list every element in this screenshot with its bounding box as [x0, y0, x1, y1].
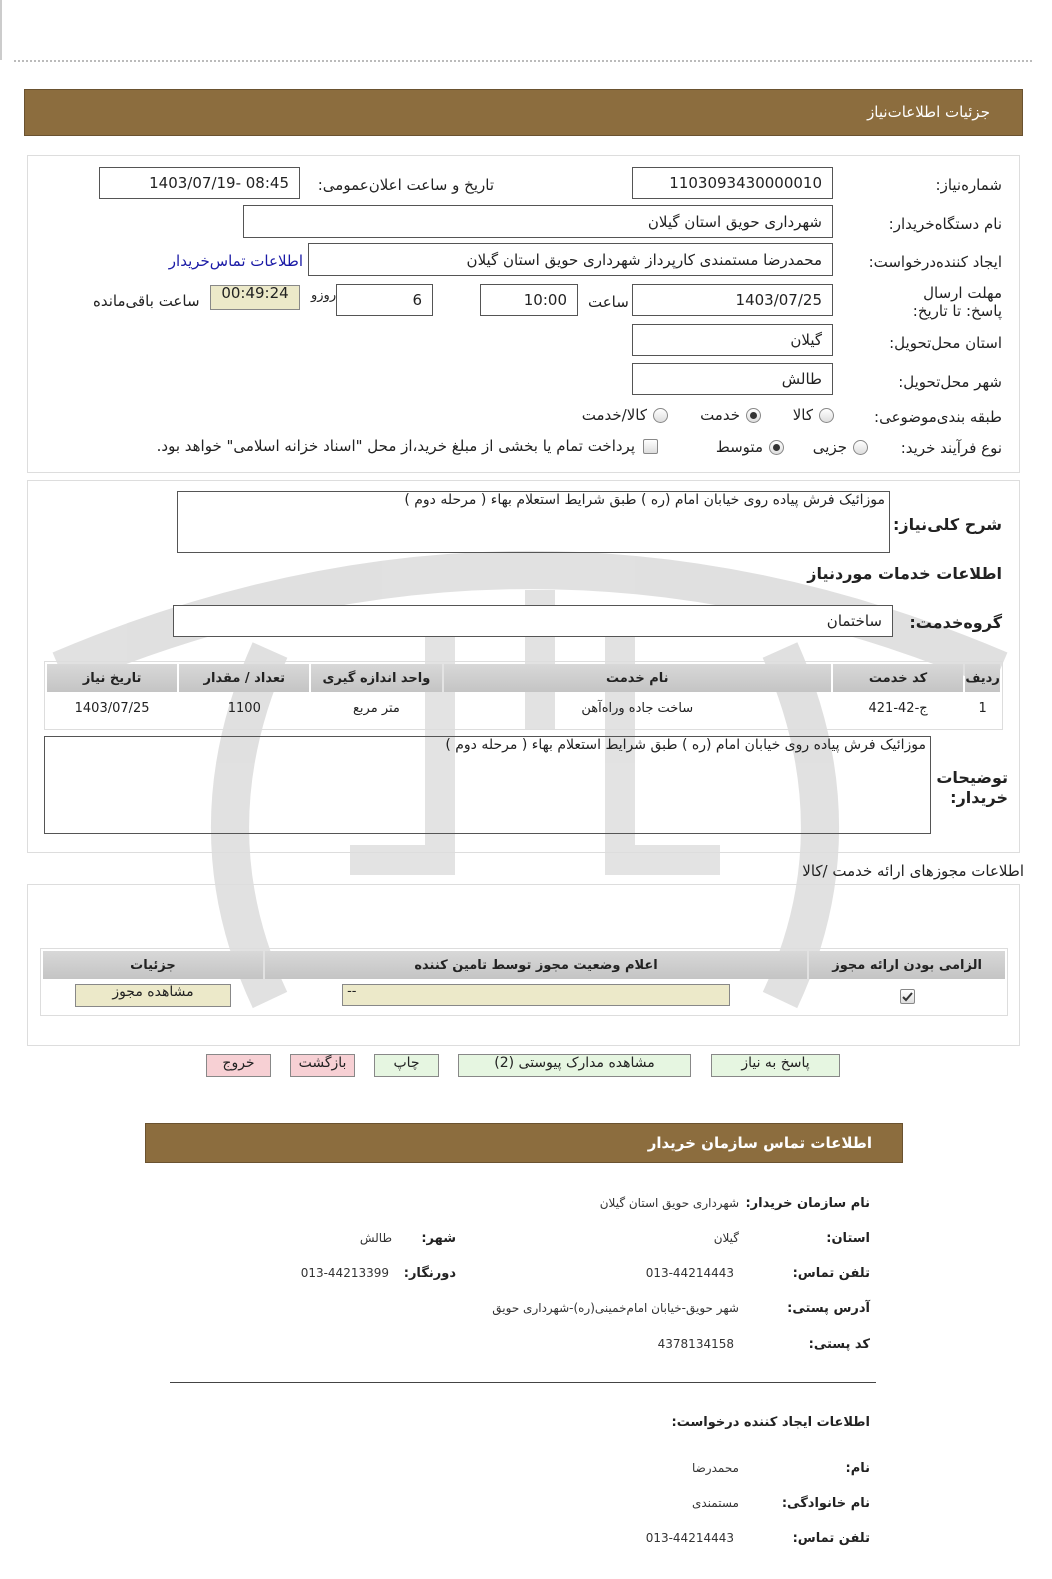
top-divider	[14, 60, 1032, 62]
table-header-row	[47, 664, 1000, 692]
days-value: 6	[412, 291, 422, 309]
quantity: 1100	[227, 700, 261, 716]
remaining-label: ساعت باقی‌مانده	[93, 292, 200, 310]
process-radio-medium[interactable]	[716, 438, 784, 456]
city-value: طالش	[781, 370, 822, 388]
radio-icon[interactable]	[653, 408, 668, 423]
reply-button[interactable]	[711, 1054, 840, 1077]
summary-value: موزائیک فرش پیاده روی خیابان امام (ره ) طبق شرایط استعلام بهاء ( مرحله دوم )	[404, 492, 885, 508]
summary-label: شرح کلی‌نیاز:	[893, 515, 1002, 534]
table-row	[43, 981, 1005, 1009]
islamic-treasury-option[interactable]	[157, 437, 658, 455]
process-option-label: جزیی	[812, 438, 847, 456]
creator-value: محمدرضا مستمندی کارپرداز شهرداری حویق استان گیلان	[466, 250, 822, 269]
province-value: گیلان	[790, 331, 822, 349]
need-number-field	[632, 167, 833, 199]
view-permit-label: مشاهده مجوز	[112, 983, 194, 1000]
deadline-date-value: 1403/07/25	[735, 291, 822, 309]
checkbox-icon[interactable]	[643, 439, 658, 454]
creator-phone-value: 013-44214443	[645, 1531, 734, 1545]
process-option-label: متوسط	[715, 438, 763, 456]
org-label: نام سازمان خریدار:	[745, 1196, 870, 1211]
category-label: طبقه بندی‌موضوعی:	[874, 408, 1002, 426]
summary-box	[177, 491, 890, 553]
print-button[interactable]	[374, 1054, 439, 1077]
service-code: ج-42-421	[868, 700, 928, 716]
col-details-header: جزئیات	[43, 951, 263, 979]
row-index: 1	[978, 700, 987, 716]
buyer-notes-label: توضیحات خریدار:	[936, 768, 1008, 807]
contact-header	[145, 1123, 903, 1163]
col-qty-header: تعداد / مقدار	[179, 664, 309, 692]
permits-heading: اطلاعات مجوزهای ارائه خدمت /کالا	[802, 862, 1024, 880]
group-value: ساختمان	[826, 612, 882, 630]
services-table	[45, 662, 1002, 724]
buyer-notes-box[interactable]	[44, 736, 931, 834]
category-radio-goods-service[interactable]	[582, 406, 668, 424]
exit-label: خروج	[222, 1055, 255, 1071]
process-label: نوع فرآیند خرید:	[900, 439, 1002, 457]
col-name-header: نام خدمت	[444, 664, 831, 692]
deadline-date-field	[632, 284, 833, 316]
process-radio-minor[interactable]	[813, 438, 868, 456]
col-unit-header: واحد اندازه گیری	[311, 664, 441, 692]
contact-city-value: طالش	[359, 1231, 392, 1245]
last-name-label: نام خانوادگی:	[781, 1496, 870, 1511]
deadline-time-value: 10:00	[523, 291, 567, 309]
creator-label: ایجاد کننده‌درخواست:	[868, 253, 1002, 271]
province-field	[632, 324, 833, 356]
radio-icon[interactable]	[853, 440, 868, 455]
creator-phone-label: تلفن تماس:	[792, 1531, 870, 1546]
buyer-label: نام دستگاه‌خریدار:	[888, 215, 1002, 233]
page-title: جزئیات اطلاعات‌نیاز	[867, 103, 990, 121]
permits-table	[41, 949, 1007, 1011]
radio-icon[interactable]	[819, 408, 834, 423]
back-button[interactable]	[290, 1054, 355, 1077]
first-name-label: نام:	[845, 1461, 870, 1476]
permit-status-field[interactable]	[342, 984, 730, 1006]
view-permit-button[interactable]	[75, 984, 231, 1007]
contact-city-label: شهر:	[421, 1231, 456, 1246]
col-row-header: ردیف	[965, 664, 1000, 692]
contact-divider	[170, 1382, 876, 1383]
need-date: 1403/07/25	[74, 700, 150, 716]
status-cell	[265, 981, 807, 1009]
details-cell	[43, 981, 263, 1009]
contact-phone-value: 013-44214443	[645, 1266, 734, 1280]
category-option-label: کالا/خدمت	[581, 406, 647, 424]
print-label: چاپ	[393, 1055, 420, 1071]
col-required-header: الزامی بودن ارائه مجوز	[809, 951, 1005, 979]
days-label: روزو	[311, 288, 337, 303]
time-label: ساعت	[588, 293, 629, 311]
announce-label: تاریخ و ساعت اعلان‌عمومی:	[317, 176, 494, 194]
service-name: ساخت جاده وراه‌آهن	[581, 700, 694, 716]
buyer-contact-link[interactable]: اطلاعات تماس‌خریدار	[168, 252, 303, 270]
creator-heading: اطلاعات ایجاد کننده درخواست:	[671, 1415, 870, 1430]
need-number-label: شماره‌نیاز:	[935, 176, 1002, 194]
announce-field	[99, 167, 300, 199]
islamic-treasury-label: پرداخت تمام یا بخشی از مبلغ خرید،از محل "اسناد خزانه اسلامی" خواهد بود.	[156, 437, 635, 455]
province-label: استان محل‌تحویل:	[889, 334, 1002, 352]
category-radio-service[interactable]	[700, 406, 761, 424]
attachments-button[interactable]	[458, 1054, 691, 1077]
city-field	[632, 363, 833, 395]
remaining-time-value: 00:49:24	[221, 285, 289, 302]
contact-province-label: استان:	[826, 1231, 870, 1246]
fax-label: دورنگار:	[403, 1266, 456, 1281]
buyer-field	[243, 205, 833, 238]
checkmark-icon	[900, 989, 915, 1004]
services-table-wrap	[44, 661, 1003, 730]
deadline-time-field	[480, 284, 578, 316]
city-label: شهر محل‌تحویل:	[898, 373, 1002, 391]
last-name-value: مستمندی	[691, 1496, 739, 1510]
contact-province-value: گیلان	[713, 1231, 739, 1245]
radio-selected-icon[interactable]	[746, 408, 761, 423]
address-label: آدرس پستی:	[787, 1301, 870, 1316]
org-value: شهرداری حویق استان گیلان	[599, 1196, 739, 1210]
deadline-label: مهلت ارسال پاسخ: تا تاریخ:	[912, 284, 1002, 320]
group-field	[173, 605, 893, 637]
first-name-value: محمدرضا	[691, 1461, 739, 1475]
postal-label: کد پستی:	[808, 1337, 870, 1352]
table-header-row	[43, 951, 1005, 979]
buyer-value: شهرداری حویق استان گیلان	[647, 212, 822, 231]
exit-button[interactable]	[206, 1054, 271, 1077]
category-radio-goods[interactable]	[793, 406, 834, 424]
postal-value: 4378134158	[657, 1337, 734, 1351]
unit: متر مربع	[353, 700, 400, 716]
page-header	[24, 89, 1023, 136]
permit-status-value: --	[347, 984, 357, 999]
radio-selected-icon[interactable]	[769, 440, 784, 455]
reply-label: پاسخ به نیاز	[741, 1055, 810, 1071]
table-row	[47, 694, 1000, 722]
col-code-header: کد خدمت	[833, 664, 963, 692]
category-option-label: کالا	[792, 406, 813, 424]
back-label: بازگشت	[298, 1055, 347, 1071]
address-value: شهر حویق-خیابان امام‌خمینی(ره)-شهرداری حویق	[492, 1301, 739, 1315]
category-option-label: خدمت	[700, 406, 740, 424]
days-field	[336, 284, 433, 316]
contact-phone-label: تلفن تماس:	[792, 1266, 870, 1281]
remaining-timer	[210, 285, 300, 310]
need-number-value: 1103093430000010	[669, 174, 822, 192]
required-cell	[809, 981, 1005, 1009]
creator-field	[308, 243, 833, 276]
col-status-header: اعلام وضعیت مجوز توسط تامین کننده	[265, 951, 807, 979]
buyer-notes-value: موزائیک فرش پیاده روی خیابان امام (ره ) طبق شرایط استعلام بهاء ( مرحله دوم )	[445, 737, 926, 753]
announce-value: 1403/07/19- 08:45	[149, 174, 289, 192]
attachments-label: مشاهده مدارک پیوستی (2)	[494, 1055, 655, 1071]
contact-title: اطلاعات تماس سازمان خریدار	[647, 1134, 872, 1152]
group-label: گروه‌خدمت:	[909, 613, 1002, 632]
permits-table-wrap	[40, 948, 1008, 1016]
services-heading: اطلاعات خدمات موردنیاز	[807, 564, 1002, 583]
fax-value: 013-44213399	[300, 1266, 389, 1280]
col-date-header: تاریخ نیاز	[47, 664, 177, 692]
left-rule	[0, 0, 2, 60]
